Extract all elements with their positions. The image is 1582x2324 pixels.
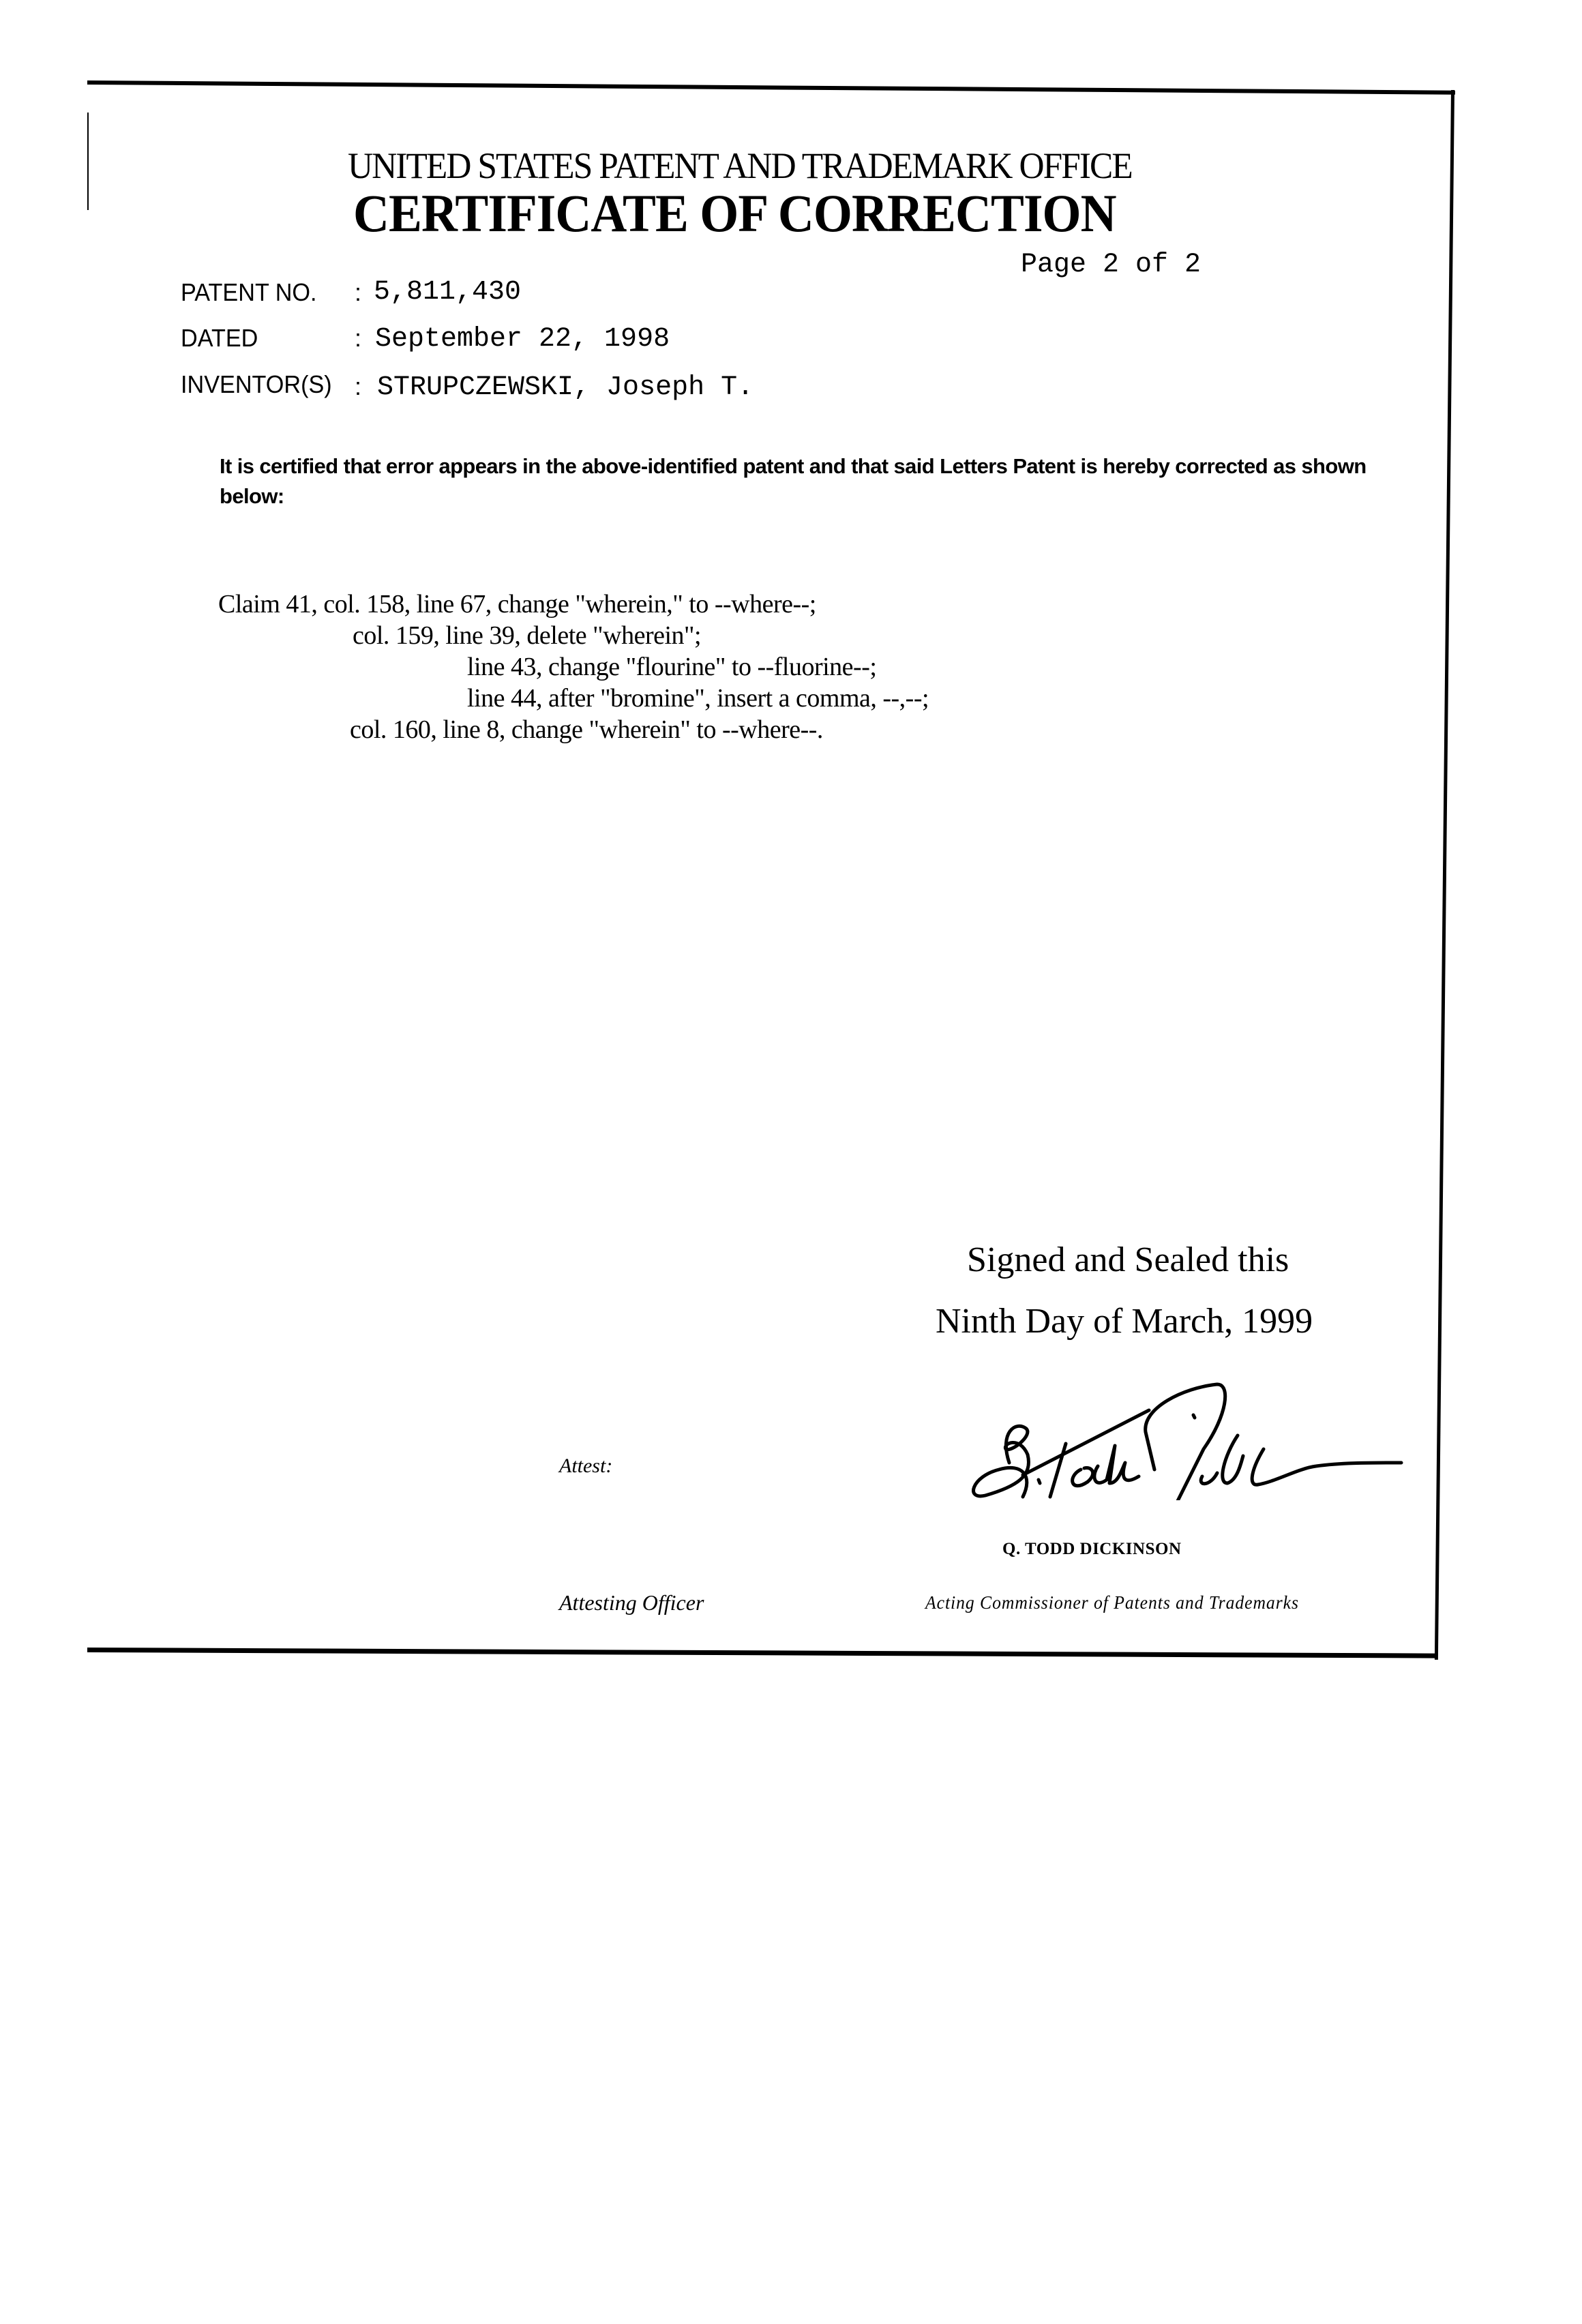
- correction-item: Claim 41, col. 158, line 67, change "wherein," to --where--;: [218, 589, 816, 619]
- signature-stroke: [1094, 1446, 1139, 1483]
- signature-stroke: [1201, 1473, 1217, 1484]
- signature-stroke: [1050, 1444, 1066, 1497]
- signature-stroke: [1146, 1384, 1225, 1500]
- signature-stroke: [1073, 1468, 1093, 1485]
- commissioner-name: Q. TODD DICKINSON: [1002, 1540, 1182, 1559]
- signature-stroke: [1023, 1410, 1149, 1475]
- certification-statement: It is certified that error appears in the above-identified patent and that said Letters Patent is hereby corrected as shown below:: [220, 451, 1379, 511]
- sealing-date: Ninth Day of March, 1999: [936, 1301, 1313, 1341]
- correction-item: line 43, change "flourine" to --fluorine--;: [467, 652, 876, 682]
- dated-separator: :: [355, 324, 361, 353]
- correction-item: col. 159, line 39, delete "wherein";: [353, 621, 701, 651]
- frame-right-border: [1435, 90, 1454, 1660]
- signature-stroke: [1223, 1435, 1243, 1483]
- attesting-officer-label: Attesting Officer: [559, 1590, 704, 1615]
- commissioner-signature: [958, 1367, 1408, 1500]
- dated-label: DATED: [181, 324, 258, 353]
- signature-stroke: [1039, 1480, 1040, 1483]
- patent-number-value: 5,811,430: [374, 277, 521, 308]
- page-indicator: Page 2 of 2: [1021, 250, 1201, 280]
- inventor-value: STRUPCZEWSKI, Joseph T.: [377, 372, 753, 403]
- patent-number-label: PATENT NO.: [181, 278, 317, 307]
- inventor-separator: :: [355, 372, 361, 401]
- dated-value: September 22, 1998: [375, 324, 670, 355]
- office-name: UNITED STATES PATENT AND TRADEMARK OFFICE: [348, 145, 1132, 187]
- signature-stroke: [1252, 1449, 1401, 1485]
- signature-stroke: [1193, 1415, 1195, 1418]
- signed-sealed-line: Signed and Sealed this: [967, 1240, 1289, 1280]
- left-margin-mark: [87, 113, 89, 210]
- frame-bottom-border: [87, 1648, 1436, 1658]
- inventor-label: INVENTOR(S): [181, 370, 332, 399]
- correction-item: line 44, after "bromine", insert a comma, --,--;: [467, 683, 929, 713]
- frame-top-border: [87, 80, 1455, 95]
- signature-stroke: [974, 1426, 1029, 1497]
- document-title: CERTIFICATE OF CORRECTION: [353, 183, 1116, 244]
- commissioner-title: Acting Commissioner of Patents and Trademarks: [925, 1592, 1299, 1613]
- attest-label: Attest:: [559, 1455, 612, 1478]
- correction-item: col. 160, line 8, change "wherein" to --where--.: [350, 715, 823, 745]
- patent-number-separator: :: [355, 278, 361, 307]
